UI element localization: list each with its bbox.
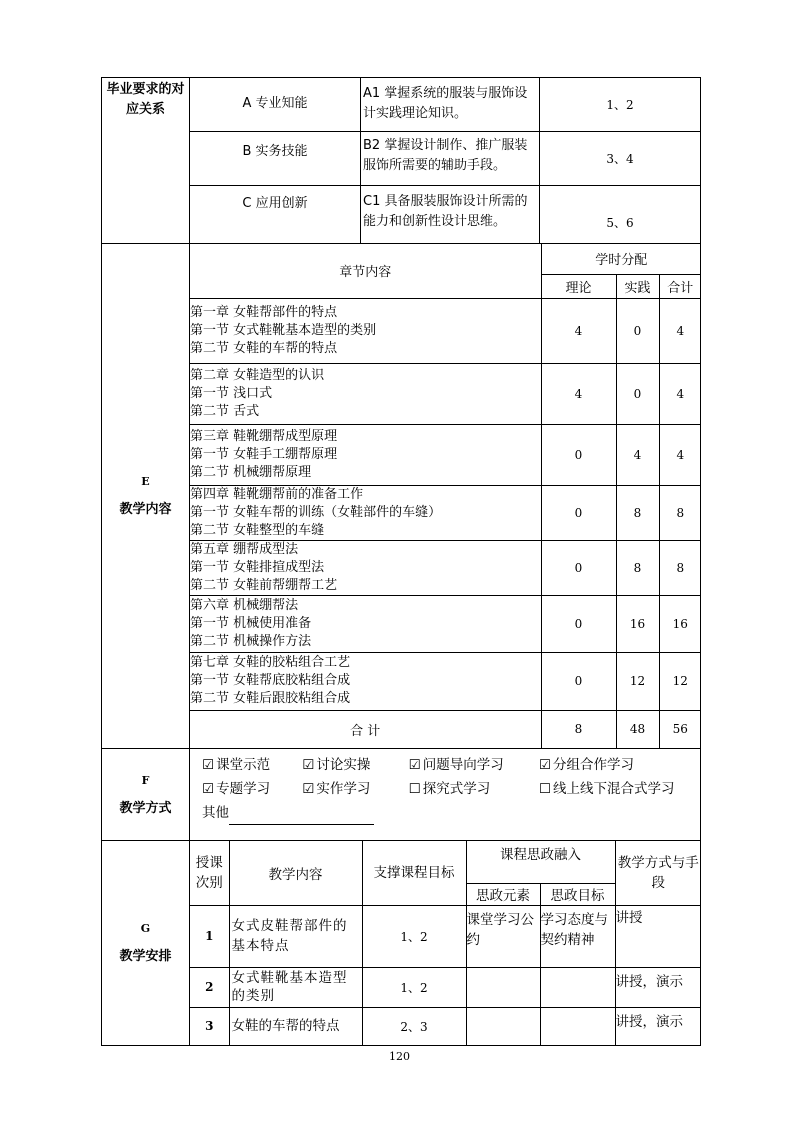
other-blank-line [229, 808, 374, 825]
ideology-header: 课程思政融入 [466, 841, 615, 883]
practice-hours: 8 [616, 485, 659, 540]
chapter-content-header: 章节内容 [190, 244, 541, 298]
chapter-title: 第三章 鞋靴绷帮成型原理 [190, 428, 338, 444]
checkbox-icon: ☑ [202, 781, 215, 797]
section-line: 第二节 机械操作方法 [190, 633, 312, 649]
theory-header: 理论 [541, 274, 616, 298]
ideology-element [466, 1007, 540, 1045]
requirement-category: B 实务技能 [190, 132, 361, 186]
schedule-content: 女鞋的车帮的特点 [229, 1007, 362, 1045]
schedule-target: 1、2 [362, 905, 466, 967]
section-code: F [141, 773, 150, 787]
practice-hours: 8 [616, 540, 659, 595]
section-line: 第二节 舌式 [190, 403, 260, 419]
schedule-row [190, 1007, 701, 1045]
theory-hours: 0 [541, 424, 616, 485]
method-header: 教学方式与手段 [615, 841, 701, 905]
ideology-goal [540, 967, 615, 1007]
requirement-targets: 1、2 [540, 78, 701, 132]
practice-hours: 0 [616, 298, 659, 363]
sum-theory: 8 [541, 710, 616, 748]
content-table [190, 244, 701, 748]
checkbox-icon: ☑ [302, 781, 315, 797]
content-cell [190, 244, 701, 749]
checkbox-icon: ☑ [302, 757, 315, 773]
ideology-goal [540, 1007, 615, 1045]
requirement-desc: C1 具备服装服饰设计所需的能力和创新性设计思维。 [361, 186, 540, 244]
schedule-table [190, 841, 701, 1045]
chapter-row [190, 424, 701, 485]
method-label: 讨论实操 [316, 757, 371, 773]
schedule-row [190, 905, 701, 967]
section-line: 第一节 女鞋车帮的训练（女鞋部件的车缝） [190, 504, 442, 520]
section-line: 第二节 机械绷帮原理 [190, 464, 312, 480]
chapter-lines [190, 540, 541, 595]
chapter-lines [190, 595, 541, 652]
method-item [539, 753, 634, 777]
other-label: 其他 [202, 805, 229, 821]
session-number: 1 [190, 905, 229, 967]
section-line: 第一节 女鞋手工绷帮原理 [190, 446, 338, 462]
method-item [202, 753, 298, 777]
method-label: 线上线下混合式学习 [553, 781, 675, 797]
theory-hours: 0 [541, 485, 616, 540]
section-line: 第一节 机械使用准备 [190, 615, 312, 631]
method-label: 实作学习 [316, 781, 371, 797]
method-label: 问题导向学习 [422, 757, 504, 773]
practice-hours: 0 [616, 363, 659, 424]
content-section-label: 教学内容 [119, 502, 172, 517]
practice-hours: 4 [616, 424, 659, 485]
chapter-lines [190, 652, 541, 710]
hours-header: 学时分配 [541, 244, 701, 274]
methods-line-2 [202, 777, 700, 801]
checkbox-empty-icon: ☐ [408, 781, 421, 797]
requirement-category: C 应用创新 [190, 186, 361, 244]
method-label: 分组合作学习 [553, 757, 634, 773]
schedule-method: 讲授，演示 [615, 967, 701, 1007]
schedule-method: 讲授，演示 [615, 1007, 701, 1045]
section-code: E [141, 475, 150, 488]
section-line: 第一节 女鞋帮底胶粘组合成 [190, 673, 351, 688]
requirement-targets: 3、4 [540, 132, 701, 186]
sum-total: 56 [659, 710, 701, 748]
chapter-row [190, 363, 701, 424]
total-hours: 4 [659, 298, 701, 363]
section-line: 第一节 女鞋排揎成型法 [190, 559, 325, 575]
chapter-lines [190, 298, 541, 363]
methods-section-row [102, 749, 701, 841]
ideology-goal: 学习态度与契约精神 [540, 905, 615, 967]
schedule-content: 女式皮鞋帮部件的基本特点 [229, 905, 362, 967]
requirement-category: A 专业知能 [190, 78, 361, 132]
element-header: 思政元素 [466, 883, 540, 905]
section-line: 第二节 女鞋前帮绷帮工艺 [190, 577, 338, 593]
chapter-title: 第五章 绷帮成型法 [190, 541, 299, 557]
methods-label-cell [102, 749, 190, 841]
checkbox-icon: ☑ [202, 757, 215, 773]
chapter-lines [190, 363, 541, 424]
requirement-row [102, 186, 701, 244]
methods-other [202, 801, 700, 825]
theory-hours: 4 [541, 298, 616, 363]
ideology-element [466, 967, 540, 1007]
schedule-target: 1、2 [362, 967, 466, 1007]
section-line: 第二节 女鞋整型的车缝 [190, 522, 325, 538]
methods-cell [190, 749, 701, 841]
requirement-row [102, 132, 701, 186]
content-section-row [102, 244, 701, 749]
practice-hours: 12 [616, 652, 659, 710]
chapter-lines [190, 424, 541, 485]
method-item [302, 753, 404, 777]
section-line: 第二节 女鞋后跟胶粘组合成 [190, 691, 351, 706]
method-label: 专题学习 [216, 781, 271, 797]
schedule-section-row [102, 841, 701, 1046]
sum-practice: 48 [616, 710, 659, 748]
chapter-row [190, 540, 701, 595]
schedule-target: 2、3 [362, 1007, 466, 1045]
chapter-row [190, 298, 701, 363]
practice-header: 实践 [616, 274, 659, 298]
methods-section-label: 教学方式 [119, 800, 172, 816]
chapter-title: 第四章 鞋靴绷帮前的准备工作 [190, 486, 364, 502]
theory-hours: 4 [541, 363, 616, 424]
method-item [409, 777, 535, 801]
schedule-content: 女式鞋靴基本造型的类别 [229, 967, 362, 1007]
methods-line-1 [202, 753, 700, 777]
method-item [409, 753, 535, 777]
chapter-row [190, 595, 701, 652]
method-item [302, 777, 404, 801]
checkbox-icon: ☑ [408, 757, 421, 773]
content-label-cell [102, 244, 190, 749]
chapter-title: 第七章 女鞋的胶粘组合工艺 [190, 655, 351, 670]
section-code: G [140, 922, 151, 935]
chapter-row [190, 652, 701, 710]
total-hours: 4 [659, 363, 701, 424]
schedule-method: 讲授 [615, 905, 701, 967]
method-item [202, 777, 298, 801]
practice-hours: 16 [616, 595, 659, 652]
session-number: 2 [190, 967, 229, 1007]
goal-header: 思政目标 [540, 883, 615, 905]
checkbox-icon: ☑ [538, 757, 551, 773]
sum-label: 合 计 [190, 710, 541, 748]
requirement-targets: 5、6 [540, 186, 701, 244]
ideology-element: 课堂学习公约 [466, 905, 540, 967]
session-header: 授课次别 [190, 841, 229, 905]
chapter-title: 第二章 女鞋造型的认识 [190, 367, 325, 383]
page-number: 120 [389, 1050, 410, 1063]
chapter-lines [190, 485, 541, 540]
section-line: 第一节 浅口式 [190, 385, 273, 401]
session-number: 3 [190, 1007, 229, 1045]
method-label: 课堂示范 [216, 757, 271, 773]
chapter-row [190, 485, 701, 540]
requirement-row [102, 78, 701, 132]
method-label: 探究式学习 [422, 781, 491, 797]
total-hours: 12 [659, 652, 701, 710]
section-line: 第一节 女式鞋靴基本造型的类别 [190, 322, 377, 338]
chapter-title: 第一章 女鞋帮部件的特点 [190, 304, 338, 320]
total-header: 合计 [659, 274, 701, 298]
requirement-desc: B2 掌握设计制作、推广服装服饰所需要的辅助手段。 [361, 132, 540, 186]
target-header: 支撑课程目标 [362, 841, 466, 905]
section-line: 第二节 女鞋的车帮的特点 [190, 340, 338, 356]
schedule-cell [190, 841, 701, 1046]
syllabus-table [101, 77, 701, 1046]
total-hours: 8 [659, 540, 701, 595]
content-header: 教学内容 [229, 841, 362, 905]
chapter-title: 第六章 机械绷帮法 [190, 597, 299, 613]
theory-hours: 0 [541, 540, 616, 595]
total-hours: 8 [659, 485, 701, 540]
theory-hours: 0 [541, 595, 616, 652]
total-hours: 16 [659, 595, 701, 652]
schedule-label-cell [102, 841, 190, 1046]
checkbox-empty-icon: ☐ [538, 781, 551, 797]
total-hours: 4 [659, 424, 701, 485]
requirement-desc: A1 掌握系统的服装与服饰设计实践理论知识。 [361, 78, 540, 132]
sum-row [190, 710, 701, 748]
requirements-label: 毕业要求的对应关系 [102, 78, 190, 244]
method-item [539, 777, 675, 801]
schedule-row [190, 967, 701, 1007]
theory-hours: 0 [541, 652, 616, 710]
schedule-section-label: 教学安排 [119, 949, 172, 964]
